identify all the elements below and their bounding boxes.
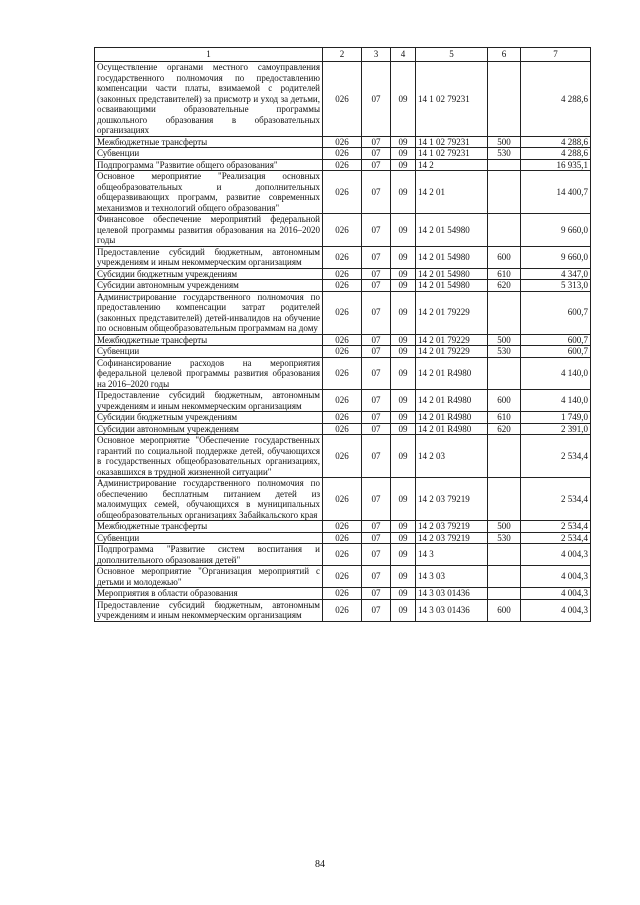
row-name: Осуществление органами местного самоуправления государственного полномочия по предоставлению компенсации части платы, взимаемой с родителей (законных представителей) за присмотр и уход за детьми, осваивающими образовательные программы дошкольного образования в образовательных организациях [95, 62, 323, 137]
row-expense-type-code: 620 [488, 423, 521, 435]
row-name: Субвенции [95, 346, 323, 358]
row-expense-type-code: 500 [488, 521, 521, 533]
table-row [95, 435, 591, 478]
row-expense-type-code: 530 [488, 346, 521, 358]
row-subsection-code: 09 [391, 159, 416, 171]
row-grbs-code: 026 [323, 435, 362, 478]
row-subsection-code: 09 [391, 412, 416, 424]
row-amount: 4 288,6 [521, 62, 591, 137]
row-section-code: 07 [362, 599, 391, 621]
row-subsection-code: 09 [391, 478, 416, 521]
row-name: Мероприятия в области образования [95, 588, 323, 600]
row-amount: 4 140,0 [521, 357, 591, 390]
row-name: Основное мероприятие "Реализация основных общеобразовательных и дополнительных общеразвивающих программ, развитие современных механизмов и технологий общего образования" [95, 171, 323, 214]
row-subsection-code: 09 [391, 423, 416, 435]
table-row [95, 357, 591, 390]
row-amount: 4 288,6 [521, 148, 591, 160]
row-target-article-code: 14 2 01 79229 [416, 291, 488, 334]
row-subsection-code: 09 [391, 390, 416, 412]
row-expense-type-code: 600 [488, 599, 521, 621]
row-amount: 16 935,1 [521, 159, 591, 171]
row-target-article-code: 14 2 01 R4980 [416, 412, 488, 424]
row-subsection-code: 09 [391, 171, 416, 214]
table-header-row [95, 48, 591, 62]
row-name: Субсидии автономным учреждениям [95, 423, 323, 435]
row-expense-type-code: 610 [488, 412, 521, 424]
table-row [95, 291, 591, 334]
budget-table [94, 47, 591, 622]
row-section-code: 07 [362, 423, 391, 435]
row-target-article-code: 14 2 03 79219 [416, 478, 488, 521]
row-expense-type-code: 600 [488, 390, 521, 412]
row-subsection-code: 09 [391, 334, 416, 346]
row-grbs-code: 026 [323, 588, 362, 600]
row-expense-type-code [488, 291, 521, 334]
table-row [95, 268, 591, 280]
row-section-code: 07 [362, 136, 391, 148]
row-amount: 600,7 [521, 346, 591, 358]
table-row [95, 62, 591, 137]
row-amount: 14 400,7 [521, 171, 591, 214]
row-expense-type-code [488, 566, 521, 588]
row-grbs-code: 026 [323, 478, 362, 521]
row-grbs-code: 026 [323, 521, 362, 533]
row-amount: 4 140,0 [521, 390, 591, 412]
row-name: Предоставление субсидий бюджетным, автономным учреждениям и иным некоммерческим организациям [95, 246, 323, 268]
table-row [95, 334, 591, 346]
row-amount: 9 660,0 [521, 246, 591, 268]
row-name: Субвенции [95, 148, 323, 160]
row-grbs-code: 026 [323, 280, 362, 292]
row-subsection-code: 09 [391, 280, 416, 292]
row-target-article-code: 14 2 01 54980 [416, 280, 488, 292]
row-amount: 4 004,3 [521, 544, 591, 566]
table-row [95, 148, 591, 160]
header-col-5: 5 [416, 48, 488, 62]
row-grbs-code: 026 [323, 62, 362, 137]
row-target-article-code: 14 3 03 [416, 566, 488, 588]
row-section-code: 07 [362, 435, 391, 478]
row-expense-type-code [488, 214, 521, 247]
row-amount: 2 534,4 [521, 478, 591, 521]
table-row [95, 588, 591, 600]
row-target-article-code: 14 2 01 54980 [416, 214, 488, 247]
row-target-article-code: 14 3 [416, 544, 488, 566]
row-amount: 600,7 [521, 334, 591, 346]
table-row [95, 346, 591, 358]
row-grbs-code: 026 [323, 566, 362, 588]
row-name: Предоставление субсидий бюджетным, автономным учреждениям и иным некоммерческим организациям [95, 390, 323, 412]
row-expense-type-code: 610 [488, 268, 521, 280]
row-subsection-code: 09 [391, 246, 416, 268]
header-col-4: 4 [391, 48, 416, 62]
table-row [95, 478, 591, 521]
row-name: Основное мероприятие "Организация мероприятий с детьми и молодежью" [95, 566, 323, 588]
row-section-code: 07 [362, 246, 391, 268]
table-row [95, 390, 591, 412]
row-subsection-code: 09 [391, 566, 416, 588]
row-subsection-code: 09 [391, 588, 416, 600]
row-expense-type-code: 600 [488, 246, 521, 268]
row-grbs-code: 026 [323, 390, 362, 412]
row-name: Предоставление субсидий бюджетным, автономным учреждениям и иным некоммерческим организациям [95, 599, 323, 621]
row-target-article-code: 14 2 01 79229 [416, 346, 488, 358]
row-section-code: 07 [362, 334, 391, 346]
table-row [95, 412, 591, 424]
row-target-article-code: 14 3 03 01436 [416, 588, 488, 600]
row-section-code: 07 [362, 291, 391, 334]
row-name: Межбюджетные трансферты [95, 136, 323, 148]
table-row [95, 423, 591, 435]
table-body [95, 62, 591, 622]
row-grbs-code: 026 [323, 291, 362, 334]
row-expense-type-code [488, 171, 521, 214]
row-target-article-code: 14 2 01 [416, 171, 488, 214]
row-expense-type-code: 620 [488, 280, 521, 292]
row-target-article-code: 14 1 02 79231 [416, 62, 488, 137]
row-section-code: 07 [362, 171, 391, 214]
row-grbs-code: 026 [323, 159, 362, 171]
row-subsection-code: 09 [391, 346, 416, 358]
table-row [95, 280, 591, 292]
row-grbs-code: 026 [323, 334, 362, 346]
page-number: 84 [315, 859, 325, 870]
row-target-article-code: 14 3 03 01436 [416, 599, 488, 621]
row-grbs-code: 026 [323, 246, 362, 268]
table-row [95, 521, 591, 533]
row-expense-type-code [488, 588, 521, 600]
row-grbs-code: 026 [323, 268, 362, 280]
table-row [95, 532, 591, 544]
header-col-6: 6 [488, 48, 521, 62]
row-name: Субвенции [95, 532, 323, 544]
row-name: Межбюджетные трансферты [95, 334, 323, 346]
row-subsection-code: 09 [391, 214, 416, 247]
row-section-code: 07 [362, 532, 391, 544]
row-subsection-code: 09 [391, 268, 416, 280]
row-section-code: 07 [362, 588, 391, 600]
row-grbs-code: 026 [323, 357, 362, 390]
row-target-article-code: 14 2 01 R4980 [416, 390, 488, 412]
row-target-article-code: 14 2 01 R4980 [416, 357, 488, 390]
row-grbs-code: 026 [323, 544, 362, 566]
row-subsection-code: 09 [391, 435, 416, 478]
row-subsection-code: 09 [391, 291, 416, 334]
row-target-article-code: 14 1 02 79231 [416, 148, 488, 160]
row-expense-type-code: 530 [488, 532, 521, 544]
row-target-article-code: 14 2 01 79229 [416, 334, 488, 346]
row-section-code: 07 [362, 566, 391, 588]
row-target-article-code: 14 2 01 R4980 [416, 423, 488, 435]
row-target-article-code: 14 1 02 79231 [416, 136, 488, 148]
header-col-1: 1 [95, 48, 323, 62]
row-subsection-code: 09 [391, 136, 416, 148]
row-subsection-code: 09 [391, 532, 416, 544]
row-section-code: 07 [362, 478, 391, 521]
row-name: Основное мероприятие "Обеспечение государственных гарантий по социальной поддержке детей, обучающихся в государственных общеобразовательных организациях, оказавшихся в трудной жизненной ситуации" [95, 435, 323, 478]
row-section-code: 07 [362, 346, 391, 358]
table-row [95, 214, 591, 247]
row-section-code: 07 [362, 544, 391, 566]
row-expense-type-code [488, 478, 521, 521]
row-grbs-code: 026 [323, 412, 362, 424]
row-section-code: 07 [362, 159, 391, 171]
row-amount: 2 534,4 [521, 532, 591, 544]
row-amount: 2 534,4 [521, 521, 591, 533]
table-row [95, 159, 591, 171]
table-row [95, 136, 591, 148]
row-target-article-code: 14 2 [416, 159, 488, 171]
table-row [95, 171, 591, 214]
row-grbs-code: 026 [323, 346, 362, 358]
row-name: Софинансирование расходов на мероприятия федеральной целевой программы развития образования на 2016–2020 годы [95, 357, 323, 390]
row-target-article-code: 14 2 01 54980 [416, 246, 488, 268]
row-name: Субсидии бюджетным учреждениям [95, 268, 323, 280]
row-amount: 2 391,0 [521, 423, 591, 435]
row-name: Подпрограмма "Развитие общего образования" [95, 159, 323, 171]
row-target-article-code: 14 2 03 79219 [416, 532, 488, 544]
row-subsection-code: 09 [391, 148, 416, 160]
row-subsection-code: 09 [391, 521, 416, 533]
row-amount: 4 004,3 [521, 599, 591, 621]
row-name: Администрирование государственного полномочия по обеспечению бесплатным питанием детей из малоимущих семей, обучающихся в муниципальных общеобразовательных организациях Забайкальского края [95, 478, 323, 521]
row-expense-type-code [488, 62, 521, 137]
row-expense-type-code: 500 [488, 334, 521, 346]
row-amount: 4 004,3 [521, 566, 591, 588]
row-section-code: 07 [362, 148, 391, 160]
row-subsection-code: 09 [391, 62, 416, 137]
row-grbs-code: 026 [323, 532, 362, 544]
header-col-7: 7 [521, 48, 591, 62]
row-name: Субсидии бюджетным учреждениям [95, 412, 323, 424]
row-target-article-code: 14 2 03 [416, 435, 488, 478]
row-section-code: 07 [362, 357, 391, 390]
row-expense-type-code [488, 544, 521, 566]
table-row [95, 599, 591, 621]
row-name: Финансовое обеспечение мероприятий федеральной целевой программы развития образования на 2016–2020 годы [95, 214, 323, 247]
row-grbs-code: 026 [323, 171, 362, 214]
row-amount: 9 660,0 [521, 214, 591, 247]
row-grbs-code: 026 [323, 136, 362, 148]
row-name: Подпрограмма "Развитие систем воспитания и дополнительного образования детей" [95, 544, 323, 566]
row-name: Субсидии автономным учреждениям [95, 280, 323, 292]
row-subsection-code: 09 [391, 599, 416, 621]
row-amount: 4 004,3 [521, 588, 591, 600]
row-expense-type-code: 500 [488, 136, 521, 148]
row-expense-type-code [488, 159, 521, 171]
row-grbs-code: 026 [323, 214, 362, 247]
row-section-code: 07 [362, 412, 391, 424]
table-row [95, 246, 591, 268]
row-amount: 5 313,0 [521, 280, 591, 292]
row-expense-type-code: 530 [488, 148, 521, 160]
table-row [95, 544, 591, 566]
row-target-article-code: 14 2 01 54980 [416, 268, 488, 280]
row-subsection-code: 09 [391, 544, 416, 566]
table-row [95, 566, 591, 588]
row-target-article-code: 14 2 03 79219 [416, 521, 488, 533]
row-grbs-code: 026 [323, 599, 362, 621]
row-amount: 2 534,4 [521, 435, 591, 478]
row-grbs-code: 026 [323, 148, 362, 160]
row-amount: 1 749,0 [521, 412, 591, 424]
row-name: Администрирование государственного полномочия по предоставлению компенсации затрат родителей (законных представителей) детей-инвалидов на обучение по основным общеобразовательным программам на дому [95, 291, 323, 334]
row-amount: 4 347,0 [521, 268, 591, 280]
row-section-code: 07 [362, 62, 391, 137]
row-subsection-code: 09 [391, 357, 416, 390]
row-section-code: 07 [362, 521, 391, 533]
row-grbs-code: 026 [323, 423, 362, 435]
row-amount: 4 288,6 [521, 136, 591, 148]
budget-table-container [94, 47, 590, 622]
row-section-code: 07 [362, 390, 391, 412]
row-section-code: 07 [362, 268, 391, 280]
row-name: Межбюджетные трансферты [95, 521, 323, 533]
row-section-code: 07 [362, 280, 391, 292]
row-amount: 600,7 [521, 291, 591, 334]
row-section-code: 07 [362, 214, 391, 247]
row-expense-type-code [488, 435, 521, 478]
header-col-2: 2 [323, 48, 362, 62]
row-expense-type-code [488, 357, 521, 390]
header-col-3: 3 [362, 48, 391, 62]
